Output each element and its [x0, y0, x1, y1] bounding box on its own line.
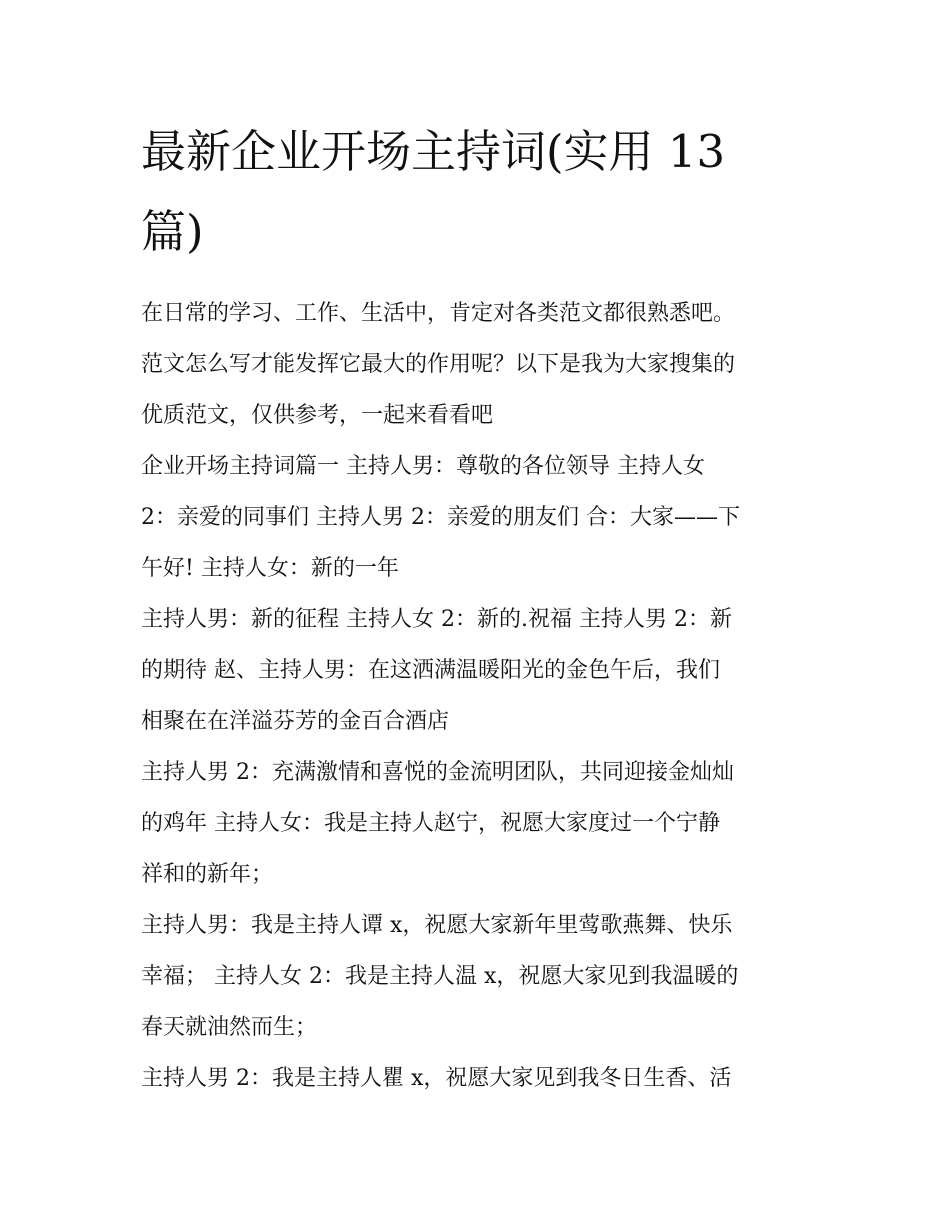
- text-line: 春天就油然而生；: [141, 1015, 318, 1040]
- document-title: [141, 112, 821, 272]
- text-line: 的期待 赵、主持人男：在这洒满温暖阳光的金色午后，我们: [141, 658, 720, 683]
- paragraph-opening: [141, 441, 821, 594]
- text-line: 主持人男 2：我是主持人瞿 x，祝愿大家见到我冬日生香、活: [141, 1066, 732, 1091]
- text-line: 相聚在在洋溢芬芳的金百合酒店: [141, 709, 450, 734]
- title-line: 最新企业开场主持词(实用 13: [141, 125, 726, 178]
- document-body: [141, 288, 821, 1104]
- text-line: 优质范文，仅供参考，一起来看看吧: [141, 403, 494, 428]
- text-line: 主持人男：新的征程 主持人女 2：新的.祝福 主持人男 2：新: [141, 607, 732, 632]
- paragraph-continuation: [141, 1053, 821, 1104]
- paragraph-journey: [141, 594, 821, 747]
- document-content: [141, 112, 821, 1104]
- text-line: 企业开场主持词篇一 主持人男：尊敬的各位领导 主持人女: [141, 454, 705, 479]
- text-line: 祥和的新年；: [141, 862, 274, 887]
- text-line: 范文怎么写才能发挥它最大的作用呢？以下是我为大家搜集的: [141, 352, 736, 377]
- title-line: 篇): [141, 205, 204, 258]
- paragraph-team: [141, 747, 821, 900]
- text-line: 主持人男 2：充满激情和喜悦的金流明团队，共同迎接金灿灿: [141, 760, 734, 785]
- paragraph-intro: [141, 288, 821, 441]
- text-line: 午好! 主持人女：新的一年: [141, 556, 399, 581]
- text-line: 主持人男：我是主持人谭 x，祝愿大家新年里莺歌燕舞、快乐: [141, 913, 733, 938]
- text-line: 幸福； 主持人女 2：我是主持人温 x，祝愿大家见到我温暖的: [141, 964, 739, 989]
- text-line: 在日常的学习、工作、生活中，肯定对各类范文都很熟悉吧。: [141, 301, 736, 326]
- text-line: 的鸡年 主持人女：我是主持人赵宁，祝愿大家度过一个宁静: [141, 811, 720, 836]
- paragraph-wishes: [141, 900, 821, 1053]
- text-line: 2：亲爱的同事们 主持人男 2：亲爱的朋友们 合：大家——下: [141, 505, 740, 530]
